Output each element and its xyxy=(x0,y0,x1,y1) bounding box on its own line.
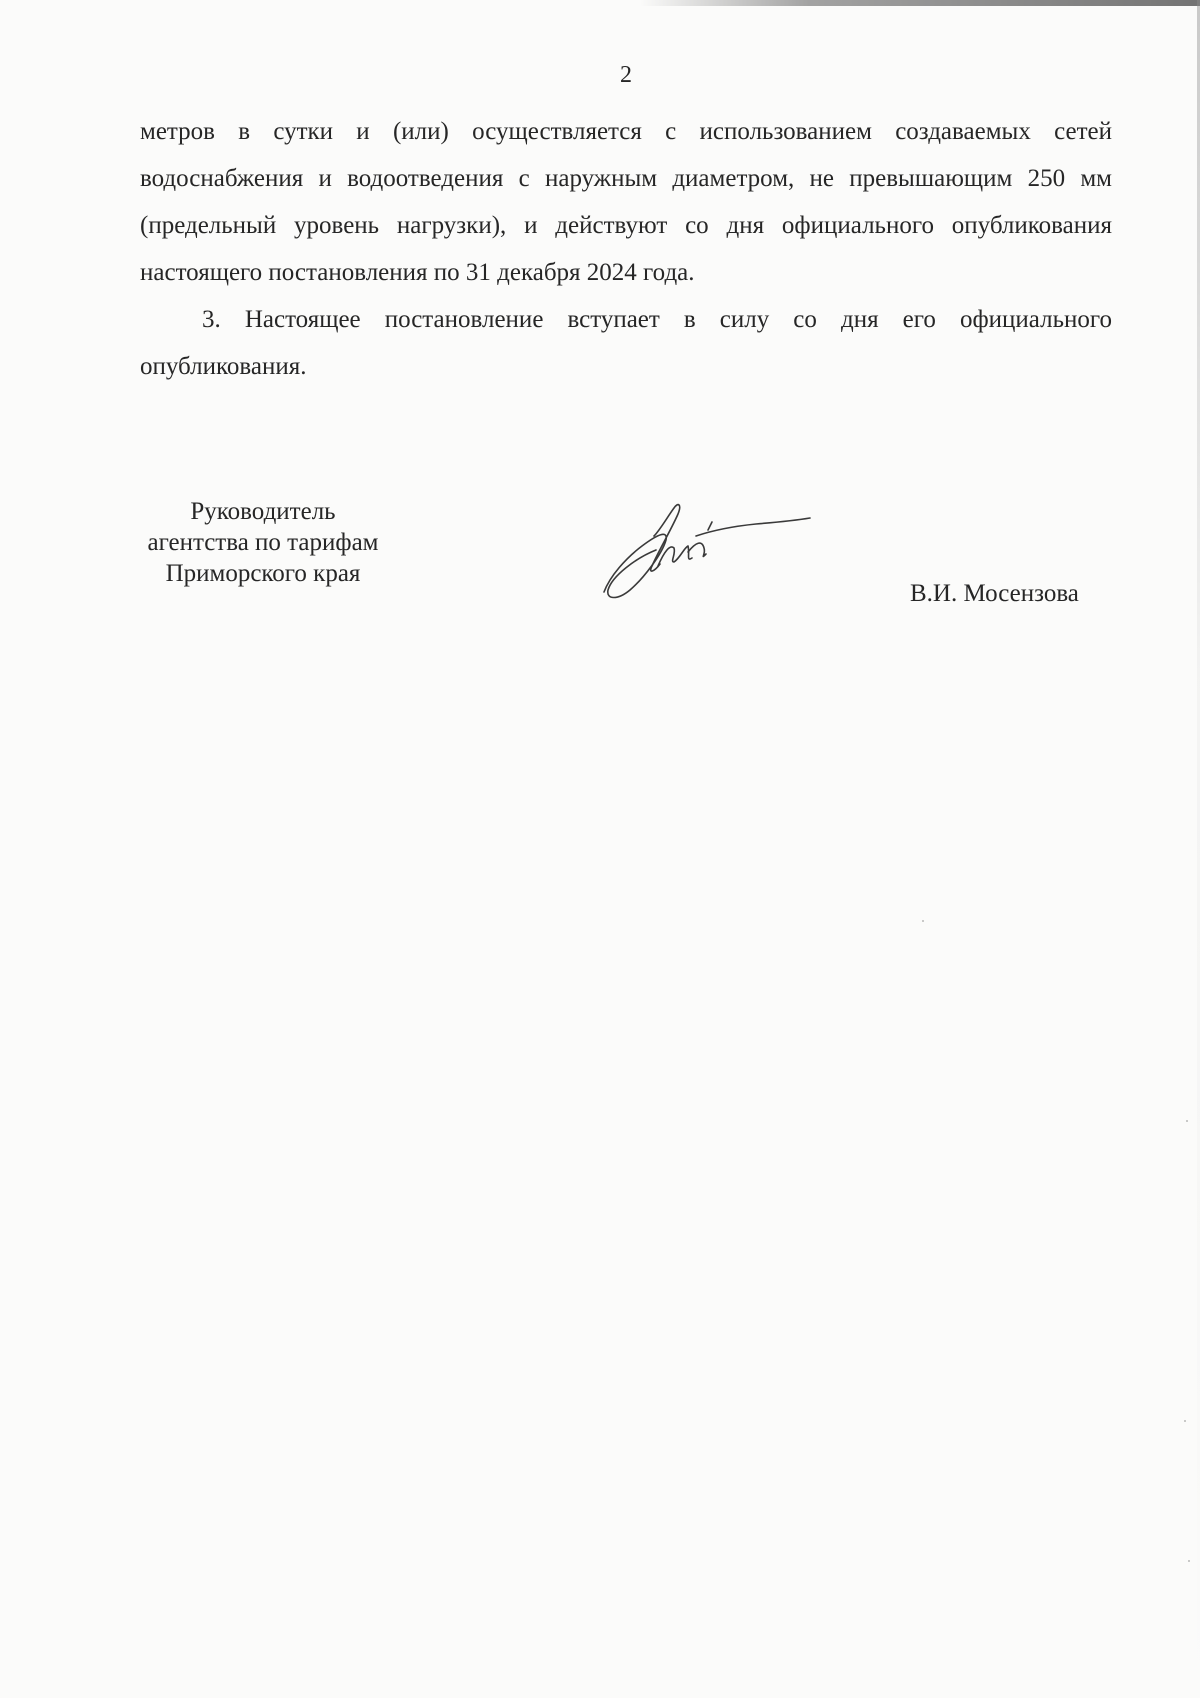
signatory-title-line: агентства по тарифам xyxy=(147,529,379,556)
scan-speck xyxy=(1184,1420,1186,1422)
signatory-title xyxy=(118,496,408,589)
signatory-title-line: Приморского края xyxy=(165,560,361,587)
page-number: 2 xyxy=(620,62,632,88)
paragraph-continuation: метров в сутки и (или) осуществляется с использованием создаваемых сетей водоснабжения и водоотведения с наружным диаметром, не превышающим 250 мм (предельный уровень нагрузки), и действуют со дня официального опубликования настоящего постановления по 31 декабря 2024 года. xyxy=(140,118,1112,286)
body-text xyxy=(140,108,1112,390)
scan-speck xyxy=(922,920,924,922)
scan-speck xyxy=(1188,1560,1190,1562)
signatory-name: В.И. Мосензова xyxy=(910,580,1079,607)
signatory-title-line: Руководитель xyxy=(190,498,336,525)
scan-speck xyxy=(1186,1120,1188,1122)
handwritten-signature xyxy=(596,496,816,606)
scan-shadow-top xyxy=(640,0,1200,6)
paragraph-effective-date: 3. Настоящее постановление вступает в силу со дня его официального опубликования. xyxy=(140,306,1112,380)
